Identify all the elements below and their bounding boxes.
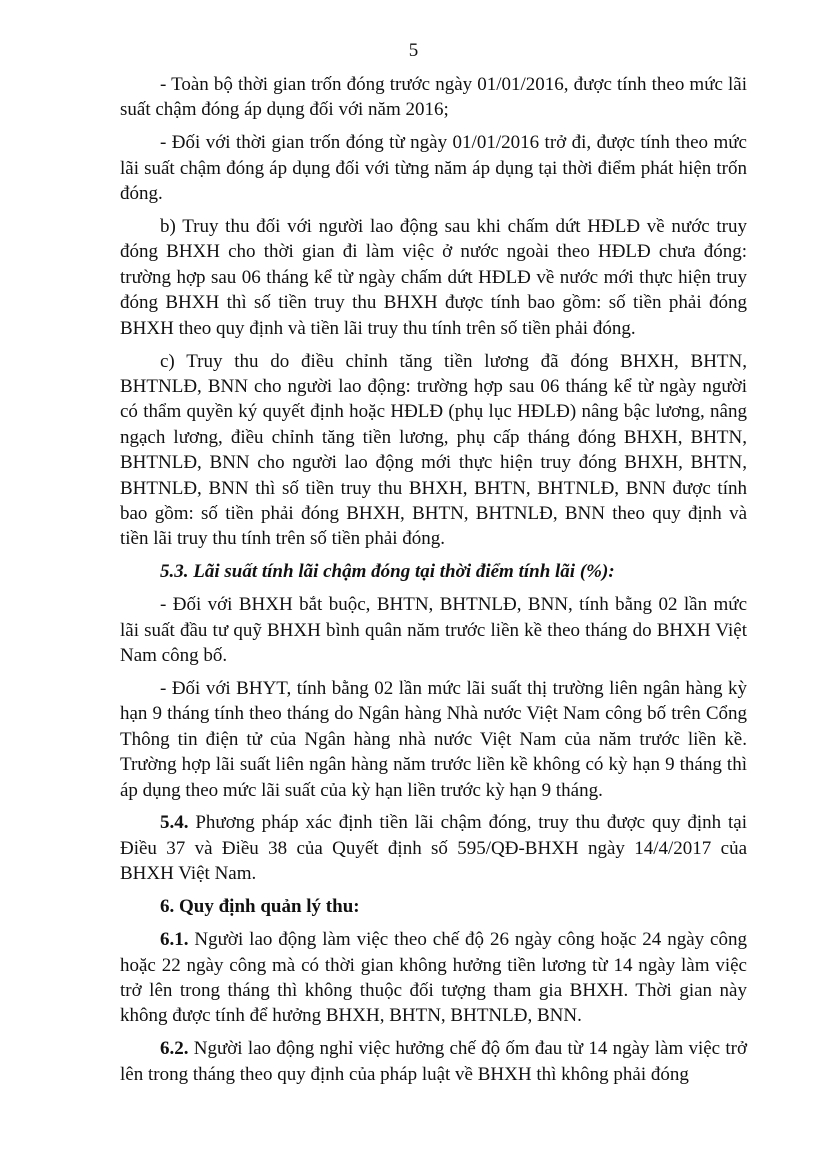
paragraph-6-1 <box>120 927 747 1029</box>
paragraph-late-before-2016: - Toàn bộ thời gian trốn đóng trước ngày 01/01/2016, được tính theo mức lãi suất chậm đóng áp dụng đối với năm 2016; <box>120 74 747 121</box>
paragraph-item-c: c) Truy thu do điều chỉnh tăng tiền lương đã đóng BHXH, BHTN, BHTNLĐ, BNN cho người lao động: trường hợp sau 06 tháng kể từ ngày người có thẩm quyền ký quyết định hoặc HĐLĐ (phụ lục HĐLĐ) nâng bậc lương, nâng ngạch lương, điều chỉnh tăng tiền lương, phụ cấp tháng đóng BHXH, BHTN, BHTNLĐ, BNN cho người lao động mới thực hiện truy đóng BHXH, BHTN, BHTNLĐ, BNN thì số tiền truy thu BHXH, BHTN, BHTNLĐ, BNN được tính bao gồm: số tiền phải đóng BHXH, BHTN, BHTNLĐ, BNN theo quy định và tiền lãi truy thu tính trên số tiền phải đóng. <box>120 350 747 550</box>
paragraph-5-4-text: Phương pháp xác định tiền lãi chậm đóng, truy thu được quy định tại Điều 37 và Điều 38 của Quyết định số 595/QĐ-BHXH ngày 14/4/2017 của BHXH Việt Nam. <box>120 812 747 885</box>
paragraph-item-b: b) Truy thu đối với người lao động sau khi chấm dứt HĐLĐ về nước truy đóng BHXH cho thời gian đi làm việc ở nước ngoài theo HĐLĐ chưa đóng: trường hợp sau 06 tháng kể từ ngày chấm dứt HĐLĐ về nước mới thực hiện truy đóng BHXH thì số tiền truy thu BHXH được tính bao gồm: số tiền phải đóng BHXH theo quy định và tiền lãi truy thu tính trên số tiền phải đóng. <box>120 216 747 339</box>
paragraph-6-2-number: 6.2. <box>160 1038 189 1060</box>
paragraph-6-1-number: 6.1. <box>160 929 189 951</box>
section-heading-5-3: 5.3. Lãi suất tính lãi chậm đóng tại thời điểm tính lãi (%): <box>160 561 615 583</box>
paragraph-5-3-bhxh: - Đối với BHXH bắt buộc, BHTN, BHTNLĐ, BNN, tính bằng 02 lần mức lãi suất đầu tư quỹ BHXH bình quân năm trước liền kề theo tháng do BHXH Việt Nam công bố. <box>120 594 747 667</box>
paragraph-6-2-text: Người lao động nghỉ việc hưởng chế độ ốm đau từ 14 ngày làm việc trở lên trong tháng theo quy định của pháp luật về BHXH thì không phải đóng <box>120 1038 747 1085</box>
paragraph-6-2 <box>120 1036 747 1087</box>
section-heading-6: 6. Quy định quản lý thu: <box>160 896 360 918</box>
paragraph-5-4 <box>120 810 747 886</box>
page-number: 5 <box>408 40 419 61</box>
paragraph-6-1-text: Người lao động làm việc theo chế độ 26 ngày công hoặc 24 ngày công hoặc 22 ngày công mà có thời gian không hưởng tiền lương từ 14 ngày làm việc trở lên trong tháng thì không thuộc đối tượng tham gia BHXH. Thời gian này không được tính để hưởng BHXH, BHTN, BHTNLĐ, BNN. <box>120 929 747 1027</box>
paragraph-5-3-bhyt: - Đối với BHYT, tính bằng 02 lần mức lãi suất thị trường liên ngân hàng kỳ hạn 9 tháng tính theo tháng do Ngân hàng Nhà nước Việt Nam công bố trên Cổng Thông tin điện tử của Ngân hàng nhà nước Việt Nam của năm trước liền kề. Trường hợp lãi suất liên ngân hàng năm trước liền kề không có kỳ hạn 9 tháng thì áp dụng theo mức lãi suất của kỳ hạn liền trước kỳ hạn 9 tháng. <box>120 677 747 801</box>
paragraph-late-from-2016: - Đối với thời gian trốn đóng từ ngày 01/01/2016 trở đi, được tính theo mức lãi suất chậm đóng áp dụng đối với từng năm áp dụng tại thời điểm phát hiện trốn đóng. <box>120 132 747 205</box>
document-body <box>120 72 747 1095</box>
paragraph-5-4-number: 5.4. <box>160 812 189 834</box>
